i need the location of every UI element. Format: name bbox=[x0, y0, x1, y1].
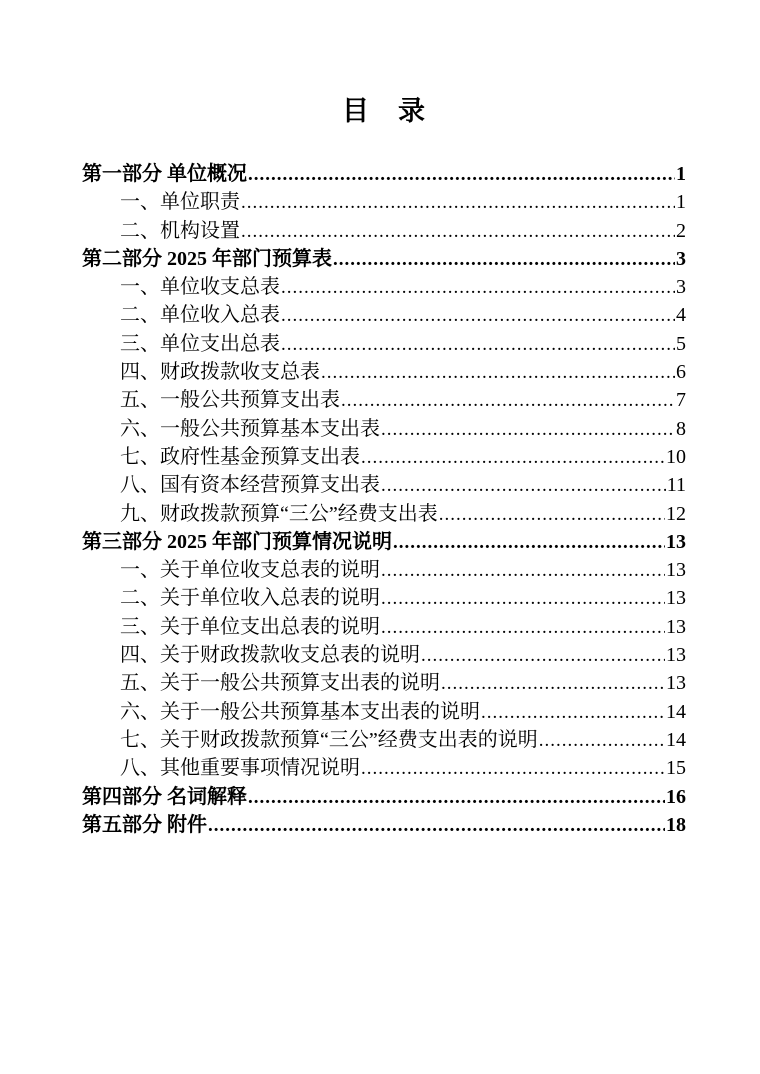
toc-entry-page: 13 bbox=[666, 559, 686, 582]
toc-dot-leader bbox=[333, 245, 675, 273]
toc-dot-leader bbox=[421, 641, 665, 669]
toc-entry bbox=[82, 330, 686, 358]
toc-entry-page: 4 bbox=[676, 304, 686, 327]
toc-entry bbox=[82, 415, 686, 443]
toc-entry-label: 四、关于财政拨款收支总表的说明 bbox=[120, 644, 420, 667]
toc-dot-leader bbox=[248, 783, 665, 811]
toc-entry-label: 三、单位支出总表 bbox=[120, 332, 280, 355]
toc-entry-label: 七、关于财政拨款预算“三公”经费支出表的说明 bbox=[120, 728, 538, 751]
toc-entry-label: 一、单位职责 bbox=[120, 191, 240, 214]
toc-entry-page: 15 bbox=[666, 757, 686, 780]
toc-dot-leader bbox=[321, 358, 675, 386]
toc-entry-label: 一、单位收支总表 bbox=[120, 276, 280, 299]
toc-dot-leader bbox=[248, 160, 675, 188]
toc-dot-leader bbox=[381, 415, 675, 443]
toc-entry bbox=[82, 811, 686, 839]
toc-dot-leader bbox=[381, 471, 666, 499]
toc-entry-label: 第二部分 2025 年部门预算表 bbox=[82, 247, 332, 270]
toc-dot-leader bbox=[341, 386, 675, 414]
toc-dot-leader bbox=[281, 330, 675, 358]
toc-entry-label: 二、机构设置 bbox=[120, 219, 240, 242]
toc-entry-page: 8 bbox=[676, 417, 686, 440]
toc-entry bbox=[82, 471, 686, 499]
toc-entry bbox=[82, 273, 686, 301]
toc-dot-leader bbox=[381, 556, 665, 584]
toc-entry-page: 18 bbox=[666, 813, 686, 836]
toc-entry bbox=[82, 698, 686, 726]
toc-entry-label: 第五部分 附件 bbox=[82, 813, 207, 836]
toc-entry-page: 13 bbox=[666, 672, 686, 695]
toc-entry-page: 7 bbox=[676, 389, 686, 412]
toc-entry-label: 五、关于一般公共预算支出表的说明 bbox=[120, 672, 440, 695]
toc-entry bbox=[82, 386, 686, 414]
toc-entry-label: 二、单位收入总表 bbox=[120, 304, 280, 327]
toc-entry-label: 二、关于单位收入总表的说明 bbox=[120, 587, 380, 610]
toc-entry bbox=[82, 556, 686, 584]
toc-dot-leader bbox=[481, 698, 665, 726]
toc-entry-page: 12 bbox=[666, 502, 686, 525]
toc-dot-leader bbox=[539, 726, 665, 754]
toc-dot-leader bbox=[361, 754, 665, 782]
toc-entry-page: 1 bbox=[676, 191, 686, 214]
toc-entry-label: 第四部分 名词解释 bbox=[82, 785, 247, 808]
page-title: 目 录 bbox=[342, 96, 426, 126]
toc-dot-leader bbox=[281, 273, 675, 301]
toc-entry bbox=[82, 443, 686, 471]
toc-entry-label: 第三部分 2025 年部门预算情况说明 bbox=[82, 530, 392, 553]
toc-dot-leader bbox=[441, 669, 665, 697]
toc-dot-leader bbox=[241, 217, 675, 245]
toc-entry bbox=[82, 754, 686, 782]
toc-entry-page: 2 bbox=[676, 219, 686, 242]
toc-entry bbox=[82, 217, 686, 245]
toc-dot-leader bbox=[393, 528, 665, 556]
toc-entry-page: 13 bbox=[666, 587, 686, 610]
toc-entry-page: 11 bbox=[666, 474, 686, 497]
toc-entry bbox=[82, 669, 686, 697]
toc-dot-leader bbox=[281, 301, 675, 329]
toc-entry bbox=[82, 613, 686, 641]
toc-entry-page: 13 bbox=[666, 530, 686, 553]
toc-entry-page: 14 bbox=[666, 700, 686, 723]
toc-entry-page: 13 bbox=[666, 644, 686, 667]
toc-dot-leader bbox=[439, 500, 665, 528]
toc-entry-label: 第一部分 单位概况 bbox=[82, 163, 247, 185]
toc-entry bbox=[82, 245, 686, 273]
toc-entry bbox=[82, 726, 686, 754]
toc-entry bbox=[82, 641, 686, 669]
toc-entry bbox=[82, 528, 686, 556]
toc-entry-label: 六、一般公共预算基本支出表 bbox=[120, 417, 380, 440]
toc-entry-page: 14 bbox=[666, 728, 686, 751]
toc-entry bbox=[82, 783, 686, 811]
toc-entry-label: 三、关于单位支出总表的说明 bbox=[120, 615, 380, 638]
toc-entry-page: 13 bbox=[666, 615, 686, 638]
toc-entry bbox=[82, 500, 686, 528]
toc-entry-page: 5 bbox=[676, 332, 686, 355]
toc-dot-leader bbox=[381, 584, 665, 612]
toc-entry-label: 八、国有资本经营预算支出表 bbox=[120, 474, 380, 497]
toc-dot-leader bbox=[241, 188, 675, 216]
toc-entry-label: 四、财政拨款收支总表 bbox=[120, 361, 320, 384]
toc-entry-label: 七、政府性基金预算支出表 bbox=[120, 445, 360, 468]
toc-entry bbox=[82, 160, 686, 188]
toc-entry-page: 3 bbox=[676, 276, 686, 299]
toc-entry-page: 1 bbox=[676, 163, 686, 185]
toc-entry bbox=[82, 188, 686, 216]
toc-entry-page: 10 bbox=[666, 445, 686, 468]
toc-dot-leader bbox=[381, 613, 665, 641]
toc-dot-leader bbox=[361, 443, 665, 471]
toc-entry-page: 3 bbox=[676, 247, 686, 270]
toc-entry-page: 16 bbox=[666, 785, 686, 808]
toc-entry-label: 六、关于一般公共预算基本支出表的说明 bbox=[120, 700, 480, 723]
toc-entry bbox=[82, 301, 686, 329]
toc-entry-label: 一、关于单位收支总表的说明 bbox=[120, 559, 380, 582]
toc-entry-label: 九、财政拨款预算“三公”经费支出表 bbox=[120, 502, 438, 525]
toc-entry-page: 6 bbox=[676, 361, 686, 384]
toc bbox=[82, 160, 686, 839]
toc-entry-label: 八、其他重要事项情况说明 bbox=[120, 757, 360, 780]
toc-dot-leader bbox=[208, 811, 665, 839]
toc-entry bbox=[82, 584, 686, 612]
toc-entry bbox=[82, 358, 686, 386]
toc-entry-label: 五、一般公共预算支出表 bbox=[120, 389, 340, 412]
